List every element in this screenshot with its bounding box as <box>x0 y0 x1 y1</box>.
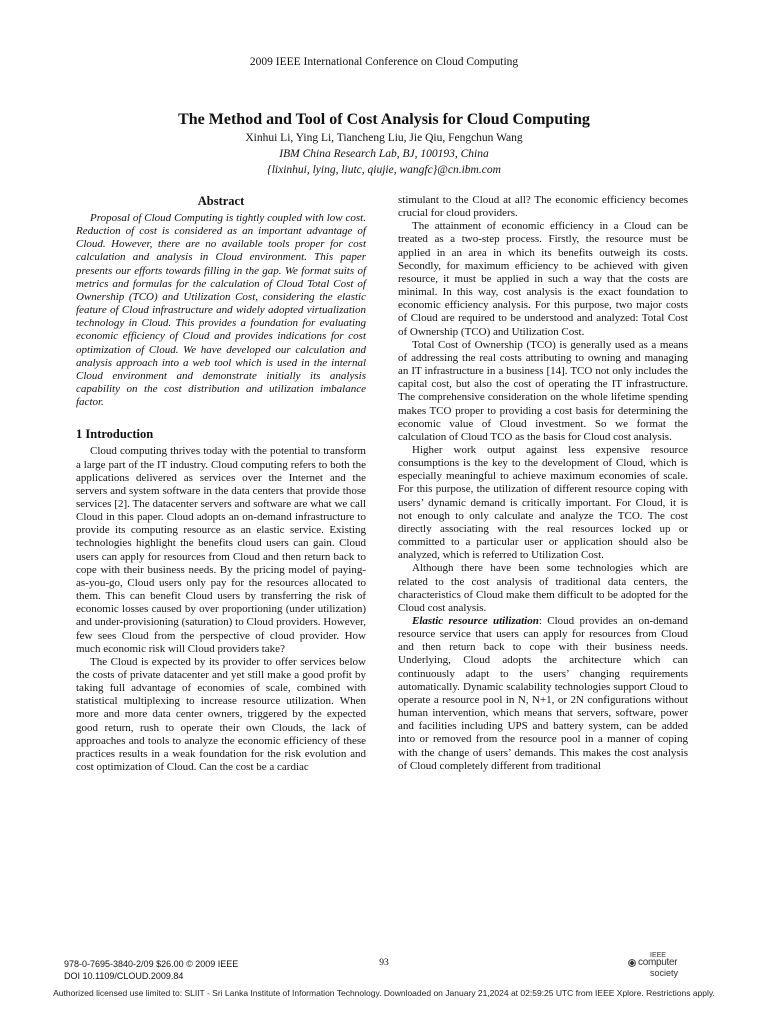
paper-title: The Method and Tool of Cost Analysis for Cloud Computing <box>178 111 590 128</box>
body-paragraph: Total Cost of Ownership (TCO) is generally used as a means of addressing the real costs attributing to owning and managing an IT infrastructure in a business [14]. TCO not only includes the capital cost, but also the cost of operating the IT infrastructure. The comprehensive consideration on the whole lifetime spending makes TCO proper to providing a cost basis for determining the economic value of Cloud investment. So we format the calculation of Cloud TCO as the basis for Cloud cost analysis. <box>398 338 688 443</box>
abstract-heading: Abstract <box>197 194 245 208</box>
logo-ieee-text: IEEE <box>650 952 666 959</box>
body-paragraph: stimulant to the Cloud at all? The economic efficiency becomes crucial for cloud providers. <box>398 194 688 220</box>
author-list: Xinhui Li, Ying Li, Tiancheng Liu, Jie Qiu, Fengchun Wang <box>245 132 523 144</box>
introduction-heading: 1 Introduction <box>76 427 154 442</box>
left-column <box>76 194 366 774</box>
right-column <box>398 194 688 773</box>
paragraph-text: : Cloud provides an on-demand resource service that users can apply for resources from Cloud and then return back to cope with their business needs. Underlying, Cloud adopts the architecture which can continuously adapt to the users’ changing requirements automatically. Dynamic scalability technologies support Cloud to operate a resource pool in N, N+1, or 2N configurations without human intervention, which means that servers, software, power and facilities including UPS and battery system, can be added into or removed from the resource pool in a manner of coping with the change of users’ demands. This makes the cost analysis of Cloud completely different from traditional <box>398 615 688 772</box>
body-paragraph: The attainment of economic efficiency in a Cloud can be treated as a two-step process. Firstly, the resource must be applied in an area in which its benefits outweigh its costs. Secondly, for maximum efficiency to be achieved with given resource, it must be applied in such a way that the costs are minimal. In this way, cost analysis is the exact foundation to economic efficiency analysis. For this purpose, two major costs of Cloud are required to be understood and analyzed: Total Cost of Ownership (TCO) and Utilization Cost. <box>398 220 688 338</box>
body-paragraph <box>398 615 688 773</box>
logo-society-text: society <box>650 968 679 978</box>
logo-computer-text: computer <box>638 957 678 968</box>
abstract-text: Proposal of Cloud Computing is tightly coupled with low cost. Reduction of cost is considered as an important advantage of Cloud. However, there are no available tools proper for cost calculation and analysis in Cloud environment. This paper presents our efforts towards filling in the gap. We format suits of metrics and formulas for the calculation of Cloud Total Cost of Ownership (TCO) and Utilization Cost, considering the elastic feature of Cloud infrastructure and widely adopted virtualization technology in Cloud. This provides a foundation for evaluating economic efficiency of Cloud and provides indications for cost optimization of Cloud. We have developed our calculation and analysis approach into a web tool which is used in the internal Cloud environment and demonstrate initially its analysis capability on the cost distribution and utilization imbalance factor. <box>76 212 366 409</box>
run-in-label: Elastic resource utilization <box>412 615 539 627</box>
isbn-line: 978-0-7695-3840-2/09 $26.00 © 2009 IEEE <box>64 959 239 969</box>
conference-header: 2009 IEEE International Conference on Cloud Computing <box>249 56 519 68</box>
ieee-computer-society-logo <box>628 952 694 980</box>
author-emails: {lixinhui, lying, liutc, qiujie, wangfc}@cn.ibm.com <box>267 164 501 176</box>
page-number: 93 <box>379 958 389 968</box>
doi-line: DOI 10.1109/CLOUD.2009.84 <box>64 971 184 981</box>
ieee-diamond-icon <box>628 959 636 967</box>
authorized-use-notice: Authorized licensed use limited to: SLIIT - Sri Lanka Institute of Information Technology. Downloaded on January 21,2024 at 02:59:25 UTC from IEEE Xplore. Restrictions apply. <box>53 988 715 998</box>
body-paragraph: Cloud computing thrives today with the potential to transform a large part of the IT industry. Cloud computing refers to both the applications delivered as services over the Internet and the servers and system software in the data centers that provide those services [2]. The datacenter servers and software are what we call Cloud in this paper. Cloud adopts an on-demand infrastructure to provide its computing resource as an elastic service. Existing technologies highlight the benefits cloud users can gain. Cloud users can apply for resources from Cloud and then return back to cope with their business needs. By the pricing model of paying-as-you-go, Cloud users only pay for the resources allocated to them. This can benefit Cloud users by transferring the risk of economic losses caused by over proportioning (under utilization) and under-provisioning (saturation) to Cloud providers. However, few sees Cloud from the perspective of cloud provider. How much economic risk will Cloud providers take? <box>76 445 366 655</box>
body-paragraph: The Cloud is expected by its provider to offer services below the costs of private datacenter and yet still make a good profit by taking full advantage of economies of scale, combined with statistical multiplexing to increase resource utilization. When more and more data center owners, triggered by the expected good return, rush to operate their own Clouds, the lack of approaches and tools to analyze the economic efficiency of these practices results in a weak foundation for the risk evolution and cost optimization of Cloud. Can the cost be a cardiac <box>76 655 366 774</box>
body-paragraph: Although there have been some technologies which are related to the cost analysis of traditional data centers, the characteristics of Cloud make them difficult to be adopted for the Cloud cost analysis. <box>398 562 688 614</box>
body-paragraph: Higher work output against less expensive resource consumptions is the key to the development of Cloud, which is especially meaningful to achieve maximum economies of scale. For this purpose, the utilization of different resource coping with users’ dynamic demand is critically important. For Cloud, it is not enough to only calculate and analyze the TCO. The cost directly associating with the real resources locked up or committed to a particular user or application should also be analyzed, which is referred to Utilization Cost. <box>398 443 688 562</box>
affiliation: IBM China Research Lab, BJ, 100193, China <box>279 148 489 160</box>
